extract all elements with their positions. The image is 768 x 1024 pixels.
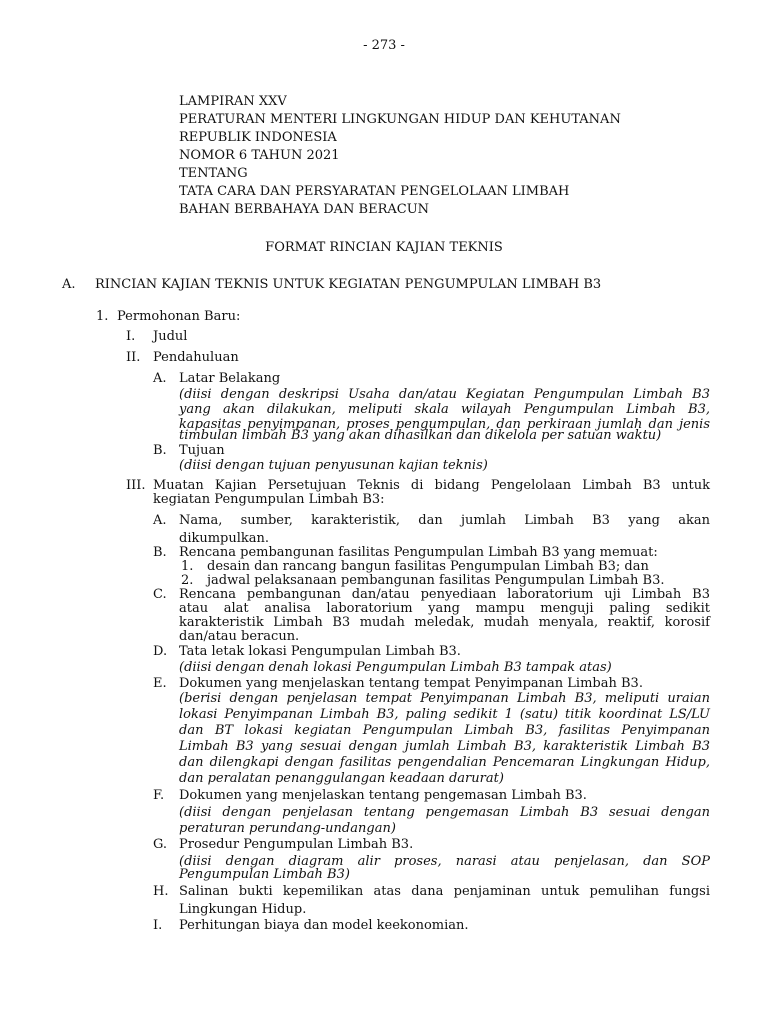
iii-b-sub-1-marker: 1. [181,559,194,574]
ii-a-note-line-2: yang akan dilakukan, meliputi skala wilayah Pengumpulan Limbah B3, [179,402,710,417]
header-line-subject-1: TATA CARA DAN PERSYARATAN PENGELOLAAN LIMBAH [179,184,570,199]
iii-e-note-line-4: Limbah B3 yang sesuai dengan jumlah Limbah B3, karakteristik Limbah B3 [179,739,710,754]
iii-e-line-1: Dokumen yang menjelaskan tentang tempat Penyimpanan Limbah B3. [179,676,643,691]
roman-ii-label: Pendahuluan [153,350,239,365]
roman-iii-line-1: Muatan Kajian Persetujuan Teknis di bidang Pengelolaan Limbah B3 untuk [153,478,710,493]
iii-e-note-line-3: dan BT lokasi kegiatan Pengumpulan Limbah B3, fasilitas Penyimpanan [179,723,710,738]
iii-g-line-1: Prosedur Pengumpulan Limbah B3. [179,837,414,852]
iii-b-line-1: Rencana pembangunan fasilitas Pengumpulan Limbah B3 yang memuat: [179,545,658,560]
page-number: - 273 - [363,38,405,53]
roman-i-marker: I. [126,329,136,344]
iii-d-note-line-1: (diisi dengan denah lokasi Pengumpulan Limbah B3 tampak atas) [179,660,612,675]
iii-a-marker: A. [153,513,167,528]
iii-f-note-line-1: (diisi dengan penjelasan tentang pengemasan Limbah B3 sesuai dengan [179,805,710,820]
ii-b-note-line-1: (diisi dengan tujuan penyusunan kajian teknis) [179,458,488,473]
iii-c-line-1: Rencana pembangunan dan/atau penyediaan laboratorium uji Limbah B3 [179,587,710,602]
iii-e-note-line-1: (berisi dengan penjelasan tempat Penyimpanan Limbah B3, meliputi uraian [179,691,710,706]
iii-g-marker: G. [153,837,168,852]
item-1-label: Permohonan Baru: [117,309,241,324]
header-line-tentang: TENTANG [179,166,248,181]
iii-b-sub-1: desain dan rancang bangun fasilitas Pengumpulan Limbah B3; dan [207,559,649,574]
iii-i-line-1: Perhitungan biaya dan model keekonomian. [179,918,469,933]
iii-f-line-1: Dokumen yang menjelaskan tentang pengemasan Limbah B3. [179,788,587,803]
iii-e-note-line-6: dan peralatan penanggulangan keadaan darurat) [179,771,504,786]
iii-h-line-2: Lingkungan Hidup. [179,902,307,917]
header-line-subject-2: BAHAN BERBAHAYA DAN BERACUN [179,202,430,217]
ii-a-note-line-1: (diisi dengan deskripsi Usaha dan/atau Kegiatan Pengumpulan Limbah B3 [179,387,710,402]
iii-g-note-line-1: (diisi dengan diagram alir proses, narasi atau penjelasan, dan SOP [179,854,710,869]
iii-b-sub-2-marker: 2. [181,573,194,588]
ii-a-marker: A. [153,371,167,386]
document-title: FORMAT RINCIAN KAJIAN TEKNIS [265,240,503,255]
iii-f-note-line-2: peraturan perundang-undangan) [179,821,396,836]
iii-h-marker: H. [153,884,169,899]
section-a-heading: RINCIAN KAJIAN TEKNIS UNTUK KEGIATAN PENGUMPULAN LIMBAH B3 [95,277,602,292]
ii-b-marker: B. [153,443,167,458]
iii-d-marker: D. [153,644,168,659]
iii-g-note-line-2: Pengumpulan Limbah B3) [179,867,350,882]
iii-e-marker: E. [153,676,167,691]
iii-c-line-3: karakteristik Limbah B3 mudah meledak, mudah menyala, reaktif, korosif [179,615,710,630]
iii-d-line-1: Tata letak lokasi Pengumpulan Limbah B3. [179,644,461,659]
ii-a-note-line-3: kapasitas penyimpanan, proses pengumpulan, dan perkiraan jumlah dan jenis [179,417,710,432]
iii-b-sub-2: jadwal pelaksanaan pembangunan fasilitas Pengumpulan Limbah B3. [207,573,665,588]
iii-i-marker: I. [153,918,163,933]
iii-e-note-line-5: dan dilengkapi dengan fasilitas pengendalian Pencemaran Lingkungan Hidup, [179,755,710,770]
ii-a-label: Latar Belakang [179,371,281,386]
header-line-number: NOMOR 6 TAHUN 2021 [179,148,340,163]
iii-e-note-line-2: lokasi Penyimpanan Limbah B3, paling sedikit 1 (satu) titik koordinat LS/LU [179,707,710,722]
item-1-marker: 1. [96,309,109,324]
iii-c-line-4: dan/atau beracun. [179,629,300,644]
iii-c-marker: C. [153,587,167,602]
iii-f-marker: F. [153,788,165,803]
iii-b-marker: B. [153,545,167,560]
iii-a-line-1: Nama, sumber, karakteristik, dan jumlah Limbah B3 yang akan [179,513,710,528]
roman-iii-line-2: kegiatan Pengumpulan Limbah B3: [153,492,385,507]
ii-a-note-line-4: timbulan limbah B3 yang akan dihasilkan dan dikelola per satuan waktu) [179,428,662,443]
ii-b-label: Tujuan [179,443,225,458]
roman-iii-marker: III. [126,478,146,493]
iii-c-line-2: atau alat analisa laboratorium yang mampu menguji paling sedikit [179,601,710,616]
section-a-marker: A. [62,277,76,292]
iii-h-line-1: Salinan bukti kepemilikan atas dana penjaminan untuk pemulihan fungsi [179,884,710,899]
roman-ii-marker: II. [126,350,141,365]
iii-a-line-2: dikumpulkan. [179,531,270,546]
header-line-country: REPUBLIK INDONESIA [179,130,337,145]
roman-i-label: Judul [153,329,188,344]
header-line-regulation: PERATURAN MENTERI LINGKUNGAN HIDUP DAN KEHUTANAN [179,112,621,127]
header-line-lampiran: LAMPIRAN XXV [179,94,287,109]
